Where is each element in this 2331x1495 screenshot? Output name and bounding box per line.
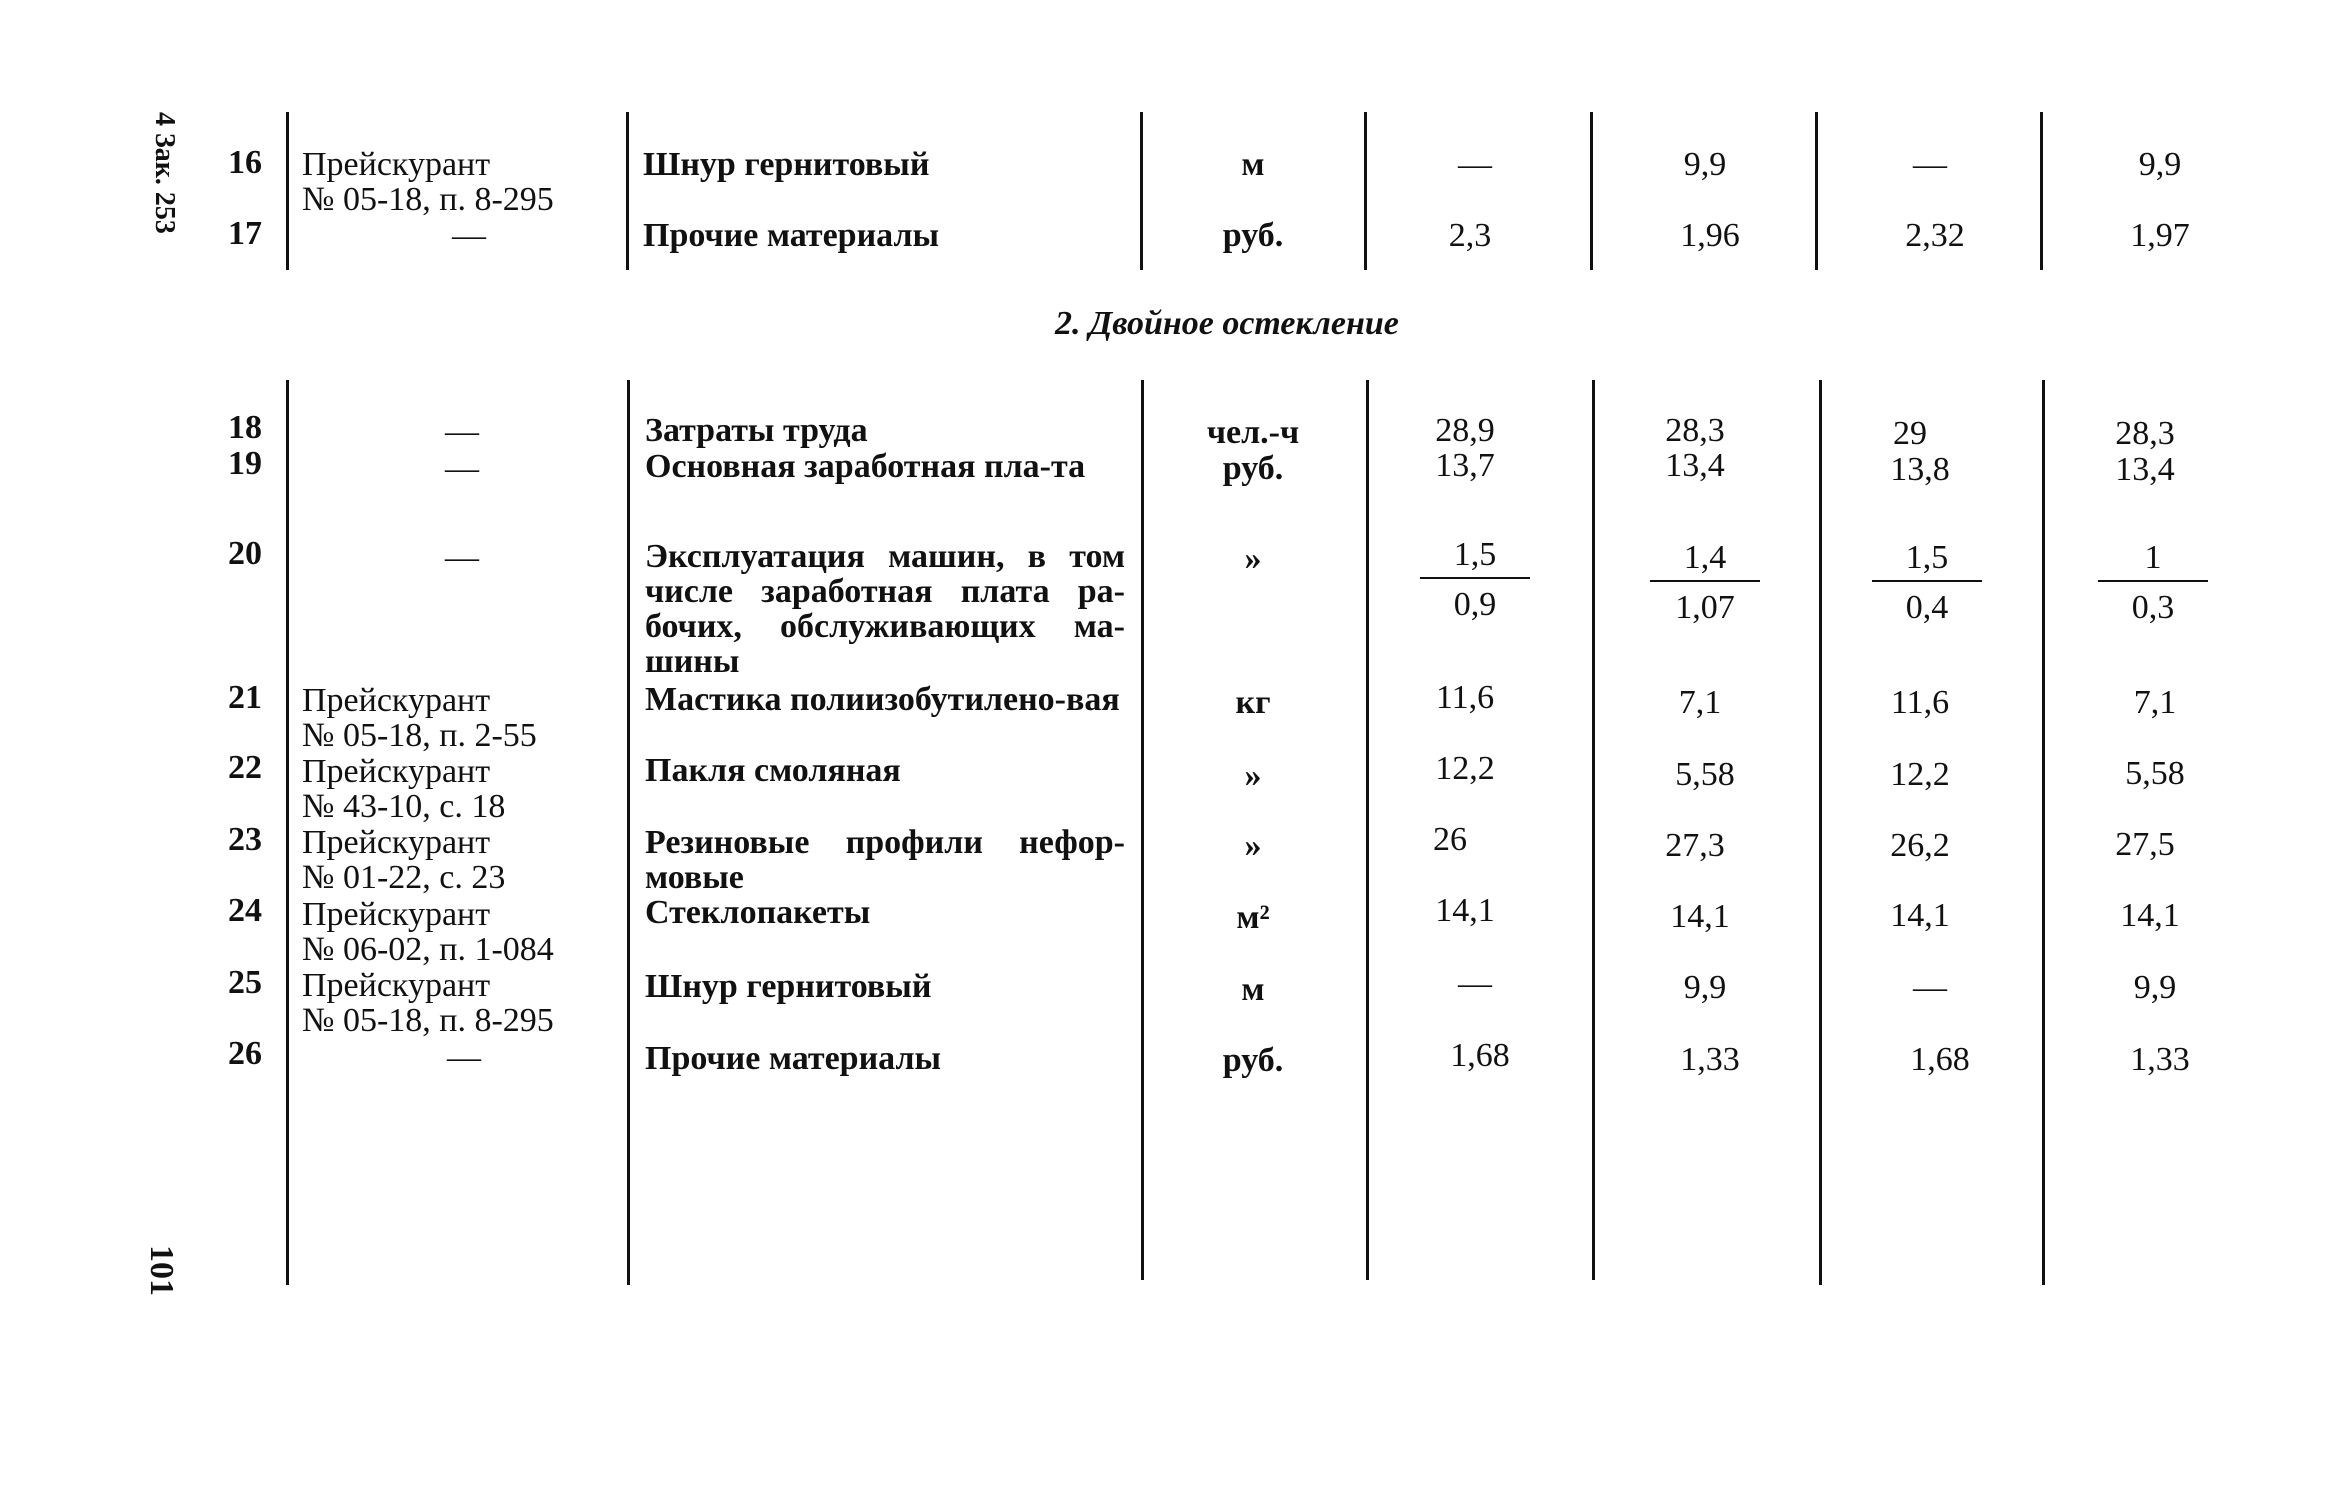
value-c4: 27,5 — [2115, 826, 2175, 863]
value-c4: 28,3 — [2115, 415, 2175, 452]
value-c3: — — [1913, 969, 1947, 1006]
page-number: 101 — [143, 1245, 180, 1296]
column-rule — [1592, 380, 1595, 1280]
source-line: — — [445, 413, 479, 450]
value-c4-fraction — [2098, 540, 2208, 626]
value-c1: 2,3 — [1448, 217, 1492, 254]
unit: » — [1244, 827, 1262, 864]
material-name: Основная заработная пла-та — [645, 448, 1086, 485]
value-c2: 7,1 — [1678, 684, 1722, 721]
unit: руб. — [1222, 217, 1284, 254]
unit: м — [1241, 146, 1265, 183]
material-name: Прочие материалы — [645, 1040, 942, 1077]
source-line: № 05-18, п. 8-295 — [302, 181, 554, 218]
value-c1: 13,7 — [1435, 447, 1495, 484]
value-c1: — — [1458, 146, 1492, 183]
row-number: 21 — [228, 679, 262, 716]
column-rule — [1364, 112, 1367, 270]
unit: » — [1244, 757, 1262, 794]
value-c3: 12,2 — [1890, 756, 1950, 793]
value-c3: 26,2 — [1890, 827, 1950, 864]
column-rule — [1815, 112, 1818, 270]
unit: чел.-ч — [1206, 414, 1300, 451]
row-number: 24 — [228, 892, 262, 929]
value-c2: 9,9 — [1683, 969, 1727, 1006]
source-line: — — [445, 450, 479, 487]
source-line: Прейскурант — [302, 824, 491, 861]
material-name: Пакля смоляная — [645, 752, 901, 789]
row-number: 26 — [228, 1035, 262, 1072]
margin-note: 4 Зак. 253 — [149, 112, 180, 234]
fraction-denominator: 1,07 — [1675, 589, 1735, 626]
value-c3: 13,8 — [1890, 451, 1950, 488]
fraction-denominator: 0,9 — [1453, 586, 1497, 623]
value-c4: 9,9 — [2133, 969, 2177, 1006]
value-c2: 1,33 — [1680, 1041, 1740, 1078]
source-line: Прейскурант — [302, 967, 491, 1004]
source-line: Прейскурант — [302, 753, 491, 790]
value-c1-fraction — [1420, 537, 1530, 623]
column-rule — [1141, 380, 1144, 1280]
fraction-denominator: 0,4 — [1905, 589, 1949, 626]
value-c4: 1,97 — [2130, 217, 2190, 254]
source-line: № 05-18, п. 2-55 — [302, 717, 537, 754]
value-c4: 5,58 — [2125, 755, 2185, 792]
column-rule — [626, 112, 629, 270]
value-c2: 13,4 — [1665, 447, 1725, 484]
source-line: № 01-22, с. 23 — [302, 859, 506, 896]
value-c3: 1,68 — [1910, 1041, 1970, 1078]
value-c4: 9,9 — [2138, 146, 2182, 183]
column-rule — [1590, 112, 1593, 270]
source-line: Прейскурант — [302, 146, 491, 183]
column-rule — [1366, 380, 1369, 1280]
source-line: — — [445, 539, 479, 576]
fraction-denominator: 0,3 — [2131, 589, 2175, 626]
value-c4: 13,4 — [2115, 451, 2175, 488]
fraction-numerator: 1,5 — [1872, 540, 1982, 582]
value-c2: 28,3 — [1665, 412, 1725, 449]
value-c2: 1,96 — [1680, 217, 1740, 254]
unit: кг — [1235, 684, 1271, 721]
value-c2-fraction — [1650, 540, 1760, 626]
value-c4: 1,33 — [2130, 1041, 2190, 1078]
unit: » — [1244, 540, 1262, 577]
unit: м² — [1236, 899, 1270, 936]
source-line: Прейскурант — [302, 896, 491, 933]
source-line: № 43-10, с. 18 — [302, 788, 506, 825]
material-name: Резиновые профили нефор-мовые — [645, 824, 1125, 896]
material-name: Прочие материалы — [643, 217, 940, 254]
section-title: 2. Двойное остекление — [1055, 305, 1399, 342]
column-rule — [627, 380, 630, 1285]
value-c1: — — [1458, 965, 1492, 1002]
value-c1: 14,1 — [1435, 892, 1495, 929]
source-line: № 06-02, п. 1-084 — [302, 931, 554, 968]
value-c4: 14,1 — [2120, 897, 2180, 934]
row-number: 19 — [228, 445, 262, 482]
value-c4: 7,1 — [2133, 684, 2177, 721]
row-number: 25 — [228, 964, 262, 1001]
column-rule — [2042, 380, 2045, 1285]
fraction-numerator: 1,5 — [1420, 537, 1530, 579]
row-number: 22 — [228, 749, 262, 786]
material-name: Шнур гернитовый — [643, 146, 930, 183]
column-rule — [286, 380, 289, 1285]
fraction-numerator: 1 — [2098, 540, 2208, 582]
row-number: 17 — [228, 215, 262, 252]
unit: руб. — [1222, 450, 1284, 487]
row-number: 20 — [228, 535, 262, 572]
source-line: — — [452, 217, 486, 254]
value-c3: — — [1913, 146, 1947, 183]
material-name: Стеклопакеты — [645, 894, 871, 931]
unit: руб. — [1222, 1042, 1284, 1079]
column-rule — [1140, 112, 1143, 270]
source-line: № 05-18, п. 8-295 — [302, 1002, 554, 1039]
value-c1: 12,2 — [1435, 750, 1495, 787]
source-line: Прейскурант — [302, 682, 491, 719]
value-c3: 14,1 — [1890, 897, 1950, 934]
unit: м — [1241, 971, 1265, 1008]
fraction-numerator: 1,4 — [1650, 540, 1760, 582]
material-name: Мастика полиизобутилено-вая — [645, 681, 1120, 718]
value-c3: 2,32 — [1905, 217, 1965, 254]
row-number: 18 — [228, 409, 262, 446]
value-c2: 27,3 — [1665, 827, 1725, 864]
value-c2: 9,9 — [1683, 146, 1727, 183]
value-c2: 14,1 — [1670, 898, 1730, 935]
value-c3: 11,6 — [1890, 684, 1950, 721]
value-c1: 28,9 — [1435, 412, 1495, 449]
value-c3: 29 — [1893, 415, 1927, 452]
row-number: 16 — [228, 144, 262, 181]
material-name: Шнур гернитовый — [645, 968, 932, 1005]
column-rule — [1819, 380, 1822, 1285]
column-rule — [286, 112, 289, 270]
material-name: Эксплуатация машин, в том числе заработная плата ра-бочих, обслуживающих ма-шины — [645, 538, 1125, 680]
value-c1: 11,6 — [1435, 679, 1495, 716]
value-c2: 5,58 — [1675, 756, 1735, 793]
value-c3-fraction — [1872, 540, 1982, 626]
source-line: — — [447, 1039, 481, 1076]
row-number: 23 — [228, 821, 262, 858]
material-name: Затраты труда — [645, 412, 868, 449]
value-c1: 1,68 — [1450, 1037, 1510, 1074]
value-c1: 26 — [1433, 821, 1467, 858]
column-rule — [2040, 112, 2043, 270]
